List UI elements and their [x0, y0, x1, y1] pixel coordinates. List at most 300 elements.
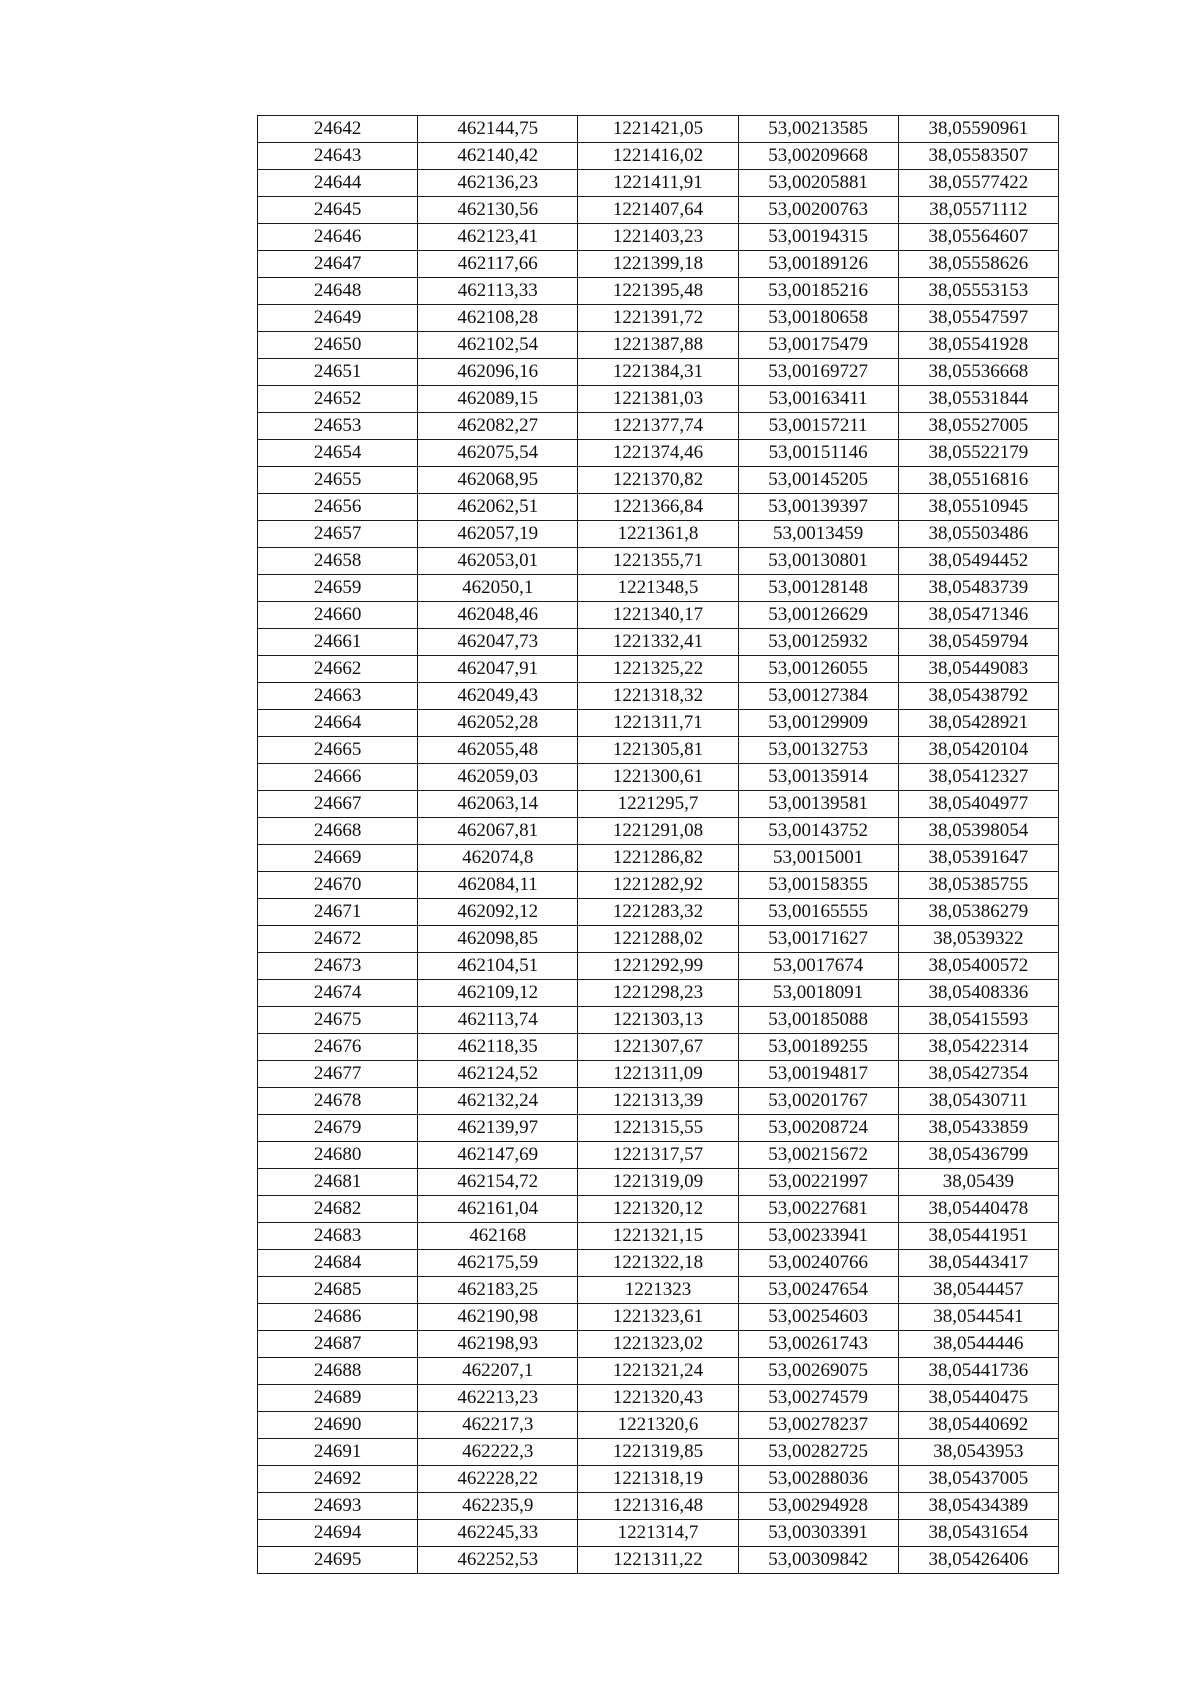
- latitude-cell: 53,00126629: [738, 602, 898, 629]
- point-number-cell: 24651: [258, 359, 418, 386]
- latitude-cell: 53,00269075: [738, 1358, 898, 1385]
- x-coordinate-cell: 462113,74: [418, 1007, 578, 1034]
- table-row: [258, 629, 1059, 656]
- table-row: [258, 1358, 1059, 1385]
- x-coordinate-cell: 462228,22: [418, 1466, 578, 1493]
- x-coordinate-cell: 462082,27: [418, 413, 578, 440]
- table-row: [258, 1385, 1059, 1412]
- x-coordinate-cell: 462092,12: [418, 899, 578, 926]
- y-coordinate-cell: 1221317,57: [578, 1142, 738, 1169]
- x-coordinate-cell: 462161,04: [418, 1196, 578, 1223]
- table-row: [258, 1250, 1059, 1277]
- longitude-cell: 38,05438792: [898, 683, 1058, 710]
- x-coordinate-cell: 462217,3: [418, 1412, 578, 1439]
- longitude-cell: 38,0544446: [898, 1331, 1058, 1358]
- y-coordinate-cell: 1221320,43: [578, 1385, 738, 1412]
- table-row: [258, 791, 1059, 818]
- longitude-cell: 38,05459794: [898, 629, 1058, 656]
- y-coordinate-cell: 1221311,71: [578, 710, 738, 737]
- y-coordinate-cell: 1221395,48: [578, 278, 738, 305]
- x-coordinate-cell: 462117,66: [418, 251, 578, 278]
- point-number-cell: 24666: [258, 764, 418, 791]
- x-coordinate-cell: 462175,59: [418, 1250, 578, 1277]
- table-row: [258, 467, 1059, 494]
- y-coordinate-cell: 1221282,92: [578, 872, 738, 899]
- longitude-cell: 38,05449083: [898, 656, 1058, 683]
- table-row: [258, 575, 1059, 602]
- y-coordinate-cell: 1221374,46: [578, 440, 738, 467]
- latitude-cell: 53,00165555: [738, 899, 898, 926]
- latitude-cell: 53,00215672: [738, 1142, 898, 1169]
- y-coordinate-cell: 1221320,12: [578, 1196, 738, 1223]
- point-number-cell: 24689: [258, 1385, 418, 1412]
- longitude-cell: 38,05527005: [898, 413, 1058, 440]
- point-number-cell: 24660: [258, 602, 418, 629]
- x-coordinate-cell: 462098,85: [418, 926, 578, 953]
- x-coordinate-cell: 462124,52: [418, 1061, 578, 1088]
- latitude-cell: 53,00127384: [738, 683, 898, 710]
- longitude-cell: 38,05443417: [898, 1250, 1058, 1277]
- latitude-cell: 53,00129909: [738, 710, 898, 737]
- y-coordinate-cell: 1221311,22: [578, 1547, 738, 1574]
- latitude-cell: 53,00254603: [738, 1304, 898, 1331]
- longitude-cell: 38,05541928: [898, 332, 1058, 359]
- latitude-cell: 53,00145205: [738, 467, 898, 494]
- x-coordinate-cell: 462144,75: [418, 116, 578, 143]
- x-coordinate-cell: 462053,01: [418, 548, 578, 575]
- x-coordinate-cell: 462136,23: [418, 170, 578, 197]
- latitude-cell: 53,0013459: [738, 521, 898, 548]
- table-row: [258, 278, 1059, 305]
- table-row: [258, 359, 1059, 386]
- latitude-cell: 53,00163411: [738, 386, 898, 413]
- longitude-cell: 38,05433859: [898, 1115, 1058, 1142]
- longitude-cell: 38,05536668: [898, 359, 1058, 386]
- longitude-cell: 38,0544541: [898, 1304, 1058, 1331]
- latitude-cell: 53,00233941: [738, 1223, 898, 1250]
- y-coordinate-cell: 1221370,82: [578, 467, 738, 494]
- x-coordinate-cell: 462075,54: [418, 440, 578, 467]
- table-row: [258, 1547, 1059, 1574]
- table-row: [258, 548, 1059, 575]
- point-number-cell: 24654: [258, 440, 418, 467]
- x-coordinate-cell: 462104,51: [418, 953, 578, 980]
- longitude-cell: 38,05420104: [898, 737, 1058, 764]
- point-number-cell: 24674: [258, 980, 418, 1007]
- point-number-cell: 24680: [258, 1142, 418, 1169]
- point-number-cell: 24652: [258, 386, 418, 413]
- point-number-cell: 24672: [258, 926, 418, 953]
- table-row: [258, 143, 1059, 170]
- latitude-cell: 53,00185216: [738, 278, 898, 305]
- y-coordinate-cell: 1221323,02: [578, 1331, 738, 1358]
- latitude-cell: 53,00303391: [738, 1520, 898, 1547]
- point-number-cell: 24665: [258, 737, 418, 764]
- table-row: [258, 1223, 1059, 1250]
- latitude-cell: 53,00151146: [738, 440, 898, 467]
- point-number-cell: 24679: [258, 1115, 418, 1142]
- x-coordinate-cell: 462096,16: [418, 359, 578, 386]
- y-coordinate-cell: 1221403,23: [578, 224, 738, 251]
- point-number-cell: 24685: [258, 1277, 418, 1304]
- longitude-cell: 38,05441951: [898, 1223, 1058, 1250]
- point-number-cell: 24687: [258, 1331, 418, 1358]
- x-coordinate-cell: 462168: [418, 1223, 578, 1250]
- y-coordinate-cell: 1221316,48: [578, 1493, 738, 1520]
- latitude-cell: 53,00126055: [738, 656, 898, 683]
- table-row: [258, 656, 1059, 683]
- point-number-cell: 24664: [258, 710, 418, 737]
- x-coordinate-cell: 462130,56: [418, 197, 578, 224]
- x-coordinate-cell: 462102,54: [418, 332, 578, 359]
- x-coordinate-cell: 462154,72: [418, 1169, 578, 1196]
- table-row: [258, 170, 1059, 197]
- table-row: [258, 980, 1059, 1007]
- y-coordinate-cell: 1221381,03: [578, 386, 738, 413]
- y-coordinate-cell: 1221313,39: [578, 1088, 738, 1115]
- y-coordinate-cell: 1221391,72: [578, 305, 738, 332]
- table-row: [258, 737, 1059, 764]
- latitude-cell: 53,00201767: [738, 1088, 898, 1115]
- longitude-cell: 38,05440692: [898, 1412, 1058, 1439]
- point-number-cell: 24645: [258, 197, 418, 224]
- coordinates-table: [257, 115, 1059, 1574]
- x-coordinate-cell: 462074,8: [418, 845, 578, 872]
- y-coordinate-cell: 1221319,09: [578, 1169, 738, 1196]
- x-coordinate-cell: 462235,9: [418, 1493, 578, 1520]
- y-coordinate-cell: 1221421,05: [578, 116, 738, 143]
- longitude-cell: 38,05434389: [898, 1493, 1058, 1520]
- table-row: [258, 440, 1059, 467]
- longitude-cell: 38,05547597: [898, 305, 1058, 332]
- y-coordinate-cell: 1221407,64: [578, 197, 738, 224]
- latitude-cell: 53,00247654: [738, 1277, 898, 1304]
- longitude-cell: 38,05583507: [898, 143, 1058, 170]
- table-row: [258, 1277, 1059, 1304]
- point-number-cell: 24691: [258, 1439, 418, 1466]
- longitude-cell: 38,0539322: [898, 926, 1058, 953]
- longitude-cell: 38,05590961: [898, 116, 1058, 143]
- latitude-cell: 53,0017674: [738, 953, 898, 980]
- x-coordinate-cell: 462108,28: [418, 305, 578, 332]
- y-coordinate-cell: 1221323: [578, 1277, 738, 1304]
- longitude-cell: 38,05510945: [898, 494, 1058, 521]
- longitude-cell: 38,05436799: [898, 1142, 1058, 1169]
- longitude-cell: 38,05398054: [898, 818, 1058, 845]
- table-row: [258, 1466, 1059, 1493]
- latitude-cell: 53,00282725: [738, 1439, 898, 1466]
- x-coordinate-cell: 462222,3: [418, 1439, 578, 1466]
- x-coordinate-cell: 462183,25: [418, 1277, 578, 1304]
- table-row: [258, 1088, 1059, 1115]
- y-coordinate-cell: 1221416,02: [578, 143, 738, 170]
- y-coordinate-cell: 1221315,55: [578, 1115, 738, 1142]
- latitude-cell: 53,00128148: [738, 575, 898, 602]
- latitude-cell: 53,00294928: [738, 1493, 898, 1520]
- y-coordinate-cell: 1221348,5: [578, 575, 738, 602]
- y-coordinate-cell: 1221361,8: [578, 521, 738, 548]
- y-coordinate-cell: 1221321,24: [578, 1358, 738, 1385]
- longitude-cell: 38,05431654: [898, 1520, 1058, 1547]
- y-coordinate-cell: 1221300,61: [578, 764, 738, 791]
- longitude-cell: 38,05386279: [898, 899, 1058, 926]
- latitude-cell: 53,00194817: [738, 1061, 898, 1088]
- point-number-cell: 24668: [258, 818, 418, 845]
- latitude-cell: 53,00240766: [738, 1250, 898, 1277]
- point-number-cell: 24683: [258, 1223, 418, 1250]
- x-coordinate-cell: 462118,35: [418, 1034, 578, 1061]
- point-number-cell: 24667: [258, 791, 418, 818]
- longitude-cell: 38,05494452: [898, 548, 1058, 575]
- latitude-cell: 53,00200763: [738, 197, 898, 224]
- longitude-cell: 38,05440475: [898, 1385, 1058, 1412]
- y-coordinate-cell: 1221319,85: [578, 1439, 738, 1466]
- latitude-cell: 53,00205881: [738, 170, 898, 197]
- y-coordinate-cell: 1221292,99: [578, 953, 738, 980]
- y-coordinate-cell: 1221384,31: [578, 359, 738, 386]
- latitude-cell: 53,00309842: [738, 1547, 898, 1574]
- longitude-cell: 38,05391647: [898, 845, 1058, 872]
- table-row: [258, 116, 1059, 143]
- point-number-cell: 24642: [258, 116, 418, 143]
- longitude-cell: 38,05385755: [898, 872, 1058, 899]
- longitude-cell: 38,05558626: [898, 251, 1058, 278]
- y-coordinate-cell: 1221283,32: [578, 899, 738, 926]
- latitude-cell: 53,00227681: [738, 1196, 898, 1223]
- point-number-cell: 24662: [258, 656, 418, 683]
- y-coordinate-cell: 1221340,17: [578, 602, 738, 629]
- y-coordinate-cell: 1221366,84: [578, 494, 738, 521]
- table-row: [258, 872, 1059, 899]
- longitude-cell: 38,05522179: [898, 440, 1058, 467]
- y-coordinate-cell: 1221332,41: [578, 629, 738, 656]
- x-coordinate-cell: 462147,69: [418, 1142, 578, 1169]
- table-row: [258, 1115, 1059, 1142]
- latitude-cell: 53,00189126: [738, 251, 898, 278]
- y-coordinate-cell: 1221314,7: [578, 1520, 738, 1547]
- y-coordinate-cell: 1221311,09: [578, 1061, 738, 1088]
- latitude-cell: 53,0015001: [738, 845, 898, 872]
- x-coordinate-cell: 462213,23: [418, 1385, 578, 1412]
- latitude-cell: 53,00132753: [738, 737, 898, 764]
- longitude-cell: 38,05415593: [898, 1007, 1058, 1034]
- point-number-cell: 24655: [258, 467, 418, 494]
- x-coordinate-cell: 462123,41: [418, 224, 578, 251]
- point-number-cell: 24675: [258, 1007, 418, 1034]
- table-row: [258, 683, 1059, 710]
- latitude-cell: 53,00261743: [738, 1331, 898, 1358]
- x-coordinate-cell: 462139,97: [418, 1115, 578, 1142]
- point-number-cell: 24658: [258, 548, 418, 575]
- table-row: [258, 494, 1059, 521]
- point-number-cell: 24671: [258, 899, 418, 926]
- point-number-cell: 24646: [258, 224, 418, 251]
- table-row: [258, 845, 1059, 872]
- y-coordinate-cell: 1221322,18: [578, 1250, 738, 1277]
- table-row: [258, 1520, 1059, 1547]
- x-coordinate-cell: 462062,51: [418, 494, 578, 521]
- table-row: [258, 224, 1059, 251]
- y-coordinate-cell: 1221411,91: [578, 170, 738, 197]
- x-coordinate-cell: 462252,53: [418, 1547, 578, 1574]
- longitude-cell: 38,05483739: [898, 575, 1058, 602]
- longitude-cell: 38,05408336: [898, 980, 1058, 1007]
- x-coordinate-cell: 462109,12: [418, 980, 578, 1007]
- latitude-cell: 53,00209668: [738, 143, 898, 170]
- table-row: [258, 710, 1059, 737]
- x-coordinate-cell: 462049,43: [418, 683, 578, 710]
- x-coordinate-cell: 462190,98: [418, 1304, 578, 1331]
- latitude-cell: 53,00175479: [738, 332, 898, 359]
- latitude-cell: 53,00213585: [738, 116, 898, 143]
- y-coordinate-cell: 1221303,13: [578, 1007, 738, 1034]
- point-number-cell: 24676: [258, 1034, 418, 1061]
- point-number-cell: 24693: [258, 1493, 418, 1520]
- y-coordinate-cell: 1221325,22: [578, 656, 738, 683]
- x-coordinate-cell: 462047,91: [418, 656, 578, 683]
- table-row: [258, 818, 1059, 845]
- table-row: [258, 413, 1059, 440]
- x-coordinate-cell: 462084,11: [418, 872, 578, 899]
- table-row: [258, 1439, 1059, 1466]
- latitude-cell: 53,00185088: [738, 1007, 898, 1034]
- x-coordinate-cell: 462068,95: [418, 467, 578, 494]
- point-number-cell: 24657: [258, 521, 418, 548]
- latitude-cell: 53,00274579: [738, 1385, 898, 1412]
- point-number-cell: 24688: [258, 1358, 418, 1385]
- point-number-cell: 24661: [258, 629, 418, 656]
- latitude-cell: 53,00288036: [738, 1466, 898, 1493]
- longitude-cell: 38,05471346: [898, 602, 1058, 629]
- table-row: [258, 764, 1059, 791]
- table-row: [258, 1007, 1059, 1034]
- latitude-cell: 53,00208724: [738, 1115, 898, 1142]
- point-number-cell: 24669: [258, 845, 418, 872]
- table-row: [258, 1061, 1059, 1088]
- point-number-cell: 24673: [258, 953, 418, 980]
- latitude-cell: 53,0018091: [738, 980, 898, 1007]
- y-coordinate-cell: 1221286,82: [578, 845, 738, 872]
- longitude-cell: 38,05531844: [898, 386, 1058, 413]
- point-number-cell: 24682: [258, 1196, 418, 1223]
- point-number-cell: 24649: [258, 305, 418, 332]
- table-row: [258, 1142, 1059, 1169]
- x-coordinate-cell: 462052,28: [418, 710, 578, 737]
- latitude-cell: 53,00189255: [738, 1034, 898, 1061]
- point-number-cell: 24677: [258, 1061, 418, 1088]
- longitude-cell: 38,0543953: [898, 1439, 1058, 1466]
- longitude-cell: 38,0544457: [898, 1277, 1058, 1304]
- longitude-cell: 38,05441736: [898, 1358, 1058, 1385]
- longitude-cell: 38,05427354: [898, 1061, 1058, 1088]
- latitude-cell: 53,00143752: [738, 818, 898, 845]
- y-coordinate-cell: 1221288,02: [578, 926, 738, 953]
- longitude-cell: 38,05430711: [898, 1088, 1058, 1115]
- y-coordinate-cell: 1221387,88: [578, 332, 738, 359]
- point-number-cell: 24656: [258, 494, 418, 521]
- x-coordinate-cell: 462245,33: [418, 1520, 578, 1547]
- table-row: [258, 386, 1059, 413]
- x-coordinate-cell: 462067,81: [418, 818, 578, 845]
- latitude-cell: 53,00139397: [738, 494, 898, 521]
- latitude-cell: 53,00130801: [738, 548, 898, 575]
- x-coordinate-cell: 462113,33: [418, 278, 578, 305]
- x-coordinate-cell: 462198,93: [418, 1331, 578, 1358]
- longitude-cell: 38,05440478: [898, 1196, 1058, 1223]
- y-coordinate-cell: 1221399,18: [578, 251, 738, 278]
- y-coordinate-cell: 1221295,7: [578, 791, 738, 818]
- x-coordinate-cell: 462132,24: [418, 1088, 578, 1115]
- latitude-cell: 53,00125932: [738, 629, 898, 656]
- x-coordinate-cell: 462207,1: [418, 1358, 578, 1385]
- table-row: [258, 305, 1059, 332]
- x-coordinate-cell: 462063,14: [418, 791, 578, 818]
- longitude-cell: 38,05426406: [898, 1547, 1058, 1574]
- x-coordinate-cell: 462055,48: [418, 737, 578, 764]
- y-coordinate-cell: 1221305,81: [578, 737, 738, 764]
- point-number-cell: 24647: [258, 251, 418, 278]
- latitude-cell: 53,00180658: [738, 305, 898, 332]
- point-number-cell: 24644: [258, 170, 418, 197]
- y-coordinate-cell: 1221307,67: [578, 1034, 738, 1061]
- y-coordinate-cell: 1221377,74: [578, 413, 738, 440]
- table-row: [258, 197, 1059, 224]
- point-number-cell: 24684: [258, 1250, 418, 1277]
- x-coordinate-cell: 462089,15: [418, 386, 578, 413]
- longitude-cell: 38,05404977: [898, 791, 1058, 818]
- point-number-cell: 24670: [258, 872, 418, 899]
- latitude-cell: 53,00135914: [738, 764, 898, 791]
- table-row: [258, 1196, 1059, 1223]
- longitude-cell: 38,05400572: [898, 953, 1058, 980]
- table-row: [258, 332, 1059, 359]
- longitude-cell: 38,05571112: [898, 197, 1058, 224]
- y-coordinate-cell: 1221355,71: [578, 548, 738, 575]
- latitude-cell: 53,00278237: [738, 1412, 898, 1439]
- y-coordinate-cell: 1221298,23: [578, 980, 738, 1007]
- longitude-cell: 38,05577422: [898, 170, 1058, 197]
- longitude-cell: 38,05516816: [898, 467, 1058, 494]
- point-number-cell: 24695: [258, 1547, 418, 1574]
- longitude-cell: 38,05553153: [898, 278, 1058, 305]
- longitude-cell: 38,05439: [898, 1169, 1058, 1196]
- y-coordinate-cell: 1221291,08: [578, 818, 738, 845]
- latitude-cell: 53,00171627: [738, 926, 898, 953]
- table-row: [258, 1493, 1059, 1520]
- point-number-cell: 24653: [258, 413, 418, 440]
- longitude-cell: 38,05437005: [898, 1466, 1058, 1493]
- y-coordinate-cell: 1221320,6: [578, 1412, 738, 1439]
- latitude-cell: 53,00221997: [738, 1169, 898, 1196]
- longitude-cell: 38,05428921: [898, 710, 1058, 737]
- y-coordinate-cell: 1221321,15: [578, 1223, 738, 1250]
- x-coordinate-cell: 462050,1: [418, 575, 578, 602]
- table-row: [258, 899, 1059, 926]
- table-row: [258, 251, 1059, 278]
- table-row: [258, 602, 1059, 629]
- x-coordinate-cell: 462057,19: [418, 521, 578, 548]
- latitude-cell: 53,00169727: [738, 359, 898, 386]
- coordinates-table-body: [258, 116, 1059, 1574]
- x-coordinate-cell: 462047,73: [418, 629, 578, 656]
- point-number-cell: 24650: [258, 332, 418, 359]
- point-number-cell: 24663: [258, 683, 418, 710]
- point-number-cell: 24690: [258, 1412, 418, 1439]
- longitude-cell: 38,05412327: [898, 764, 1058, 791]
- y-coordinate-cell: 1221318,32: [578, 683, 738, 710]
- point-number-cell: 24692: [258, 1466, 418, 1493]
- point-number-cell: 24678: [258, 1088, 418, 1115]
